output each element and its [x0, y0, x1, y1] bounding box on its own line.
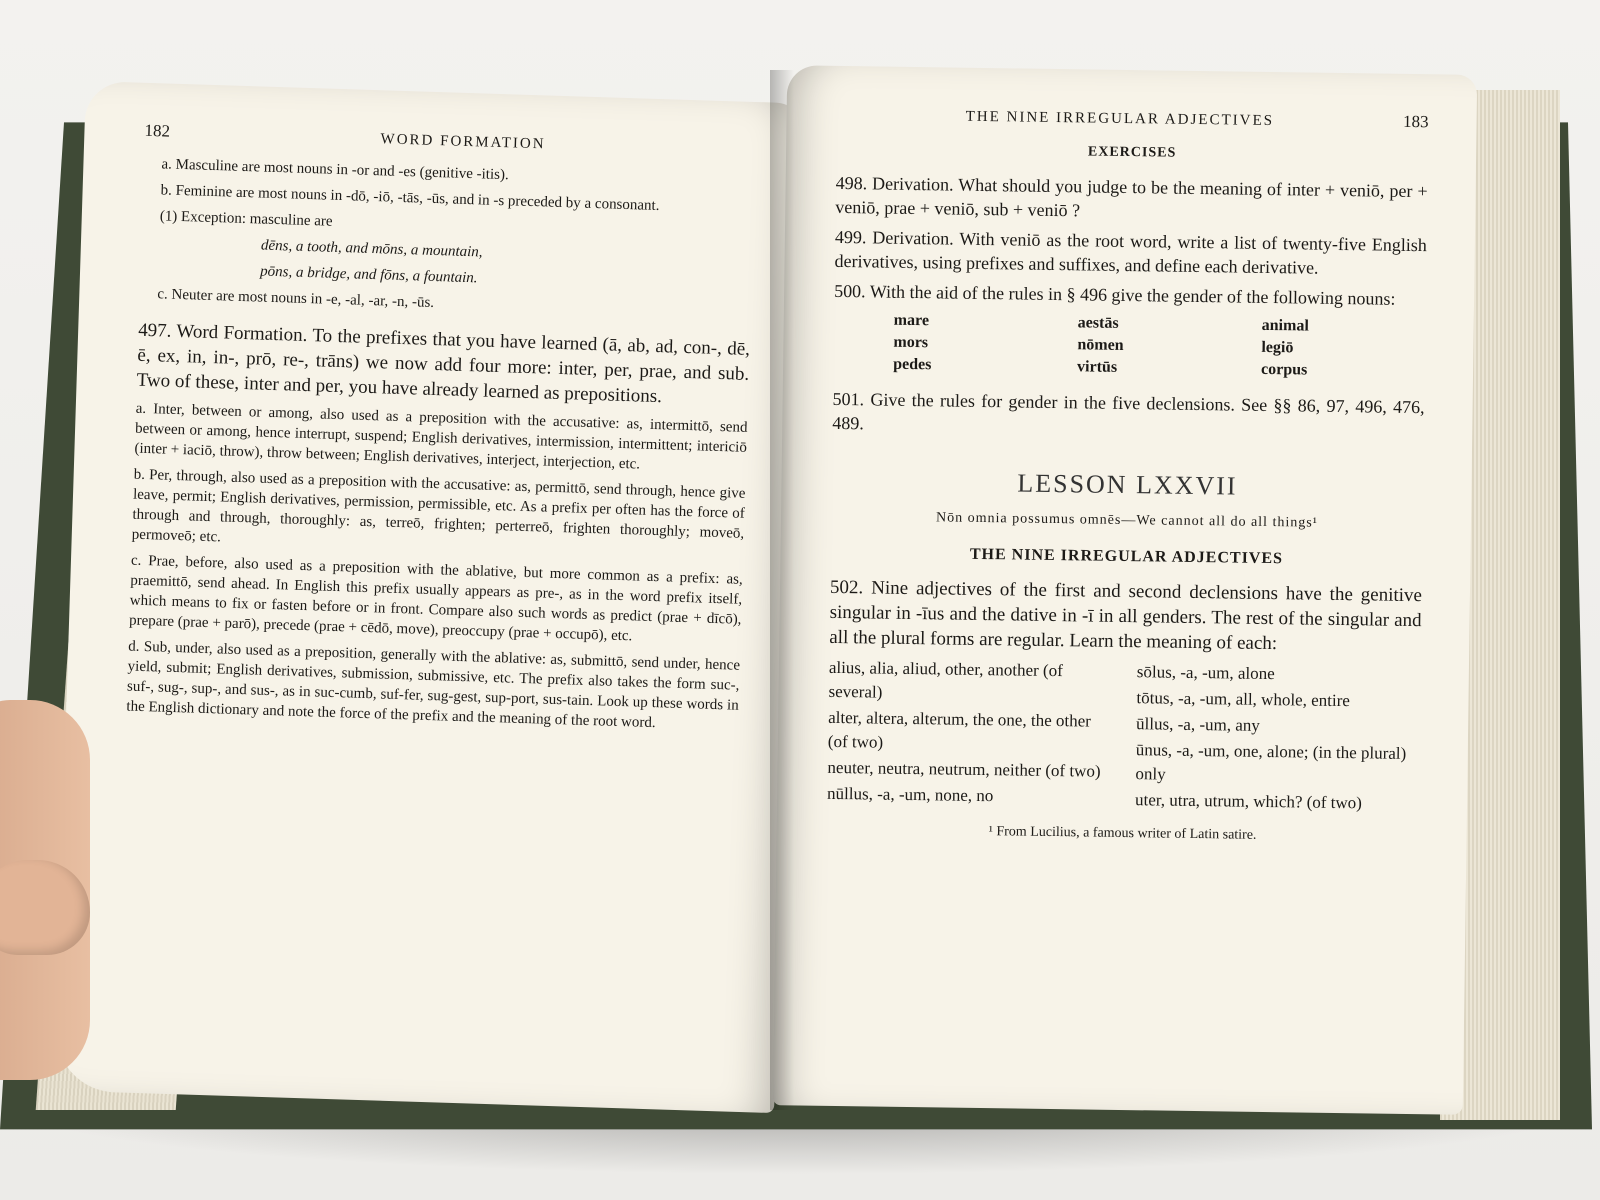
lesson-title: LESSON LXXVII — [1017, 468, 1238, 501]
adjectives-column-left — [827, 656, 1113, 814]
noun-item: mors — [893, 333, 929, 352]
exception-line-2: pōns, a bridge, and fōns, a fountain. — [259, 263, 478, 287]
rule-a: a. Masculine are most nouns in -or and -es (genitive -itis). — [161, 156, 509, 184]
adjective-entry: alter, altera, alterum, the one, the other (of two) — [827, 707, 1092, 752]
right-page-number: 183 — [1402, 111, 1429, 132]
paragraph-d-sub: d. Sub, under, also used as a preposition, generally with the ablative: as, submittō, send under, hence yield, submit; English derivatives, submission, submissive, etc. The prefix also takes the form suc-, suf-, sug-, sup-, and sus-, as in suc-cumb, suf-fer, sug-gest, sup-port, sus-tain. Look up these words in the English dictionary and note the force of the prefix and the meaning of the root word. — [126, 638, 741, 732]
nouns-list — [833, 309, 1426, 383]
book-gutter — [770, 70, 794, 1110]
exception-line-1: dēns, a tooth, and mōns, a mountain, — [260, 237, 483, 261]
paragraph-497: 497. Word Formation. To the prefixes that you have learned (ā, ab, ad, con-, dē, ē, ex, in, in-, prō, re-, trāns) we now add four more: inter, per, prae, and sub. Two of these, inter and per, you have already learned as prepositions. — [136, 319, 751, 408]
paragraph-499: 499. Derivation. With veniō as the root word, write a list of twenty-five English derivatives, using prefixes and suffixes, and define each derivative. — [834, 226, 1427, 278]
lesson-motto: Nōn omnia possumus omnēs—We cannot all do all things¹ — [935, 510, 1319, 531]
noun-item: animal — [1261, 316, 1309, 335]
adjective-entry: sōlus, -a, -um, alone — [1136, 662, 1275, 684]
paragraph-b-per: b. Per, through, also used as a preposition with the accusative: as, permittō, send through, hence give leave, permit; English derivatives, permission, permissible, etc. As a prefix per often has the force of through and through, thoroughly: as, terreō, frighten; perterreō, frighten thoroughly; moveō, permoveō; etc. — [131, 466, 746, 546]
adjective-entry: alius, alia, aliud, other, another (of several) — [828, 657, 1063, 702]
paragraph-a-inter: a. Inter, between or among, also used as a preposition with the accusative: as, intermittō, send between or among, hence interrupt, suspend; English derivatives, intermission, intermittent; intericiō (inter + iaciō, throw), throw between; English derivatives, interject, interjection, etc. — [134, 400, 748, 473]
adjective-entry: ūnus, -a, -um, one, alone; (in the plural) only — [1135, 740, 1407, 784]
left-running-title: WORD FORMATION — [380, 131, 546, 153]
rule-c: c. Neuter are most nouns in -e, -al, -ar, -n, -ūs. — [157, 286, 435, 311]
paragraph-502: 502. Nine adjectives of the first and second declensions have the genitive singular in -īus and the dative in -ī in all genders. The rest of the singular and all the plural forms are regular. Learn the meaning of each: — [829, 576, 1423, 655]
right-running-title: THE NINE IRREGULAR ADJECTIVES — [965, 108, 1275, 130]
adjective-entry: ūllus, -a, -um, any — [1136, 714, 1260, 735]
footnote: ¹ From Lucilius, a famous writer of Latin satire. — [988, 824, 1257, 843]
rule-b: b. Feminine are most nouns in -dō, -iō, -tās, -ūs, and in -s preceded by a consonant. — [160, 182, 660, 215]
noun-item: corpus — [1260, 360, 1308, 379]
paragraph-501: 501. Give the rules for gender in the five declensions. See §§ 86, 97, 496, 476, 489. — [832, 388, 1425, 434]
noun-item: pedes — [893, 355, 932, 374]
paragraph-c-prae: c. Prae, before, also used as a preposition with the ablative, but more common as a prefix: as, praemittō, send ahead. In English this prefix usually appears as pre-, as in the word prefix itself, which means to fix or fasten before or in front. Compare also such words as predict (prae + dīcō), prepare (prae + parō), precede (prae + cēdō, move), preoccupy (prae + occupō), etc. — [128, 552, 743, 645]
adjective-entry: nūllus, -a, -um, none, no — [826, 783, 994, 806]
exercises-heading: EXERCISES — [1087, 144, 1177, 161]
adjectives-list — [827, 656, 1421, 818]
adjective-entry: uter, utra, utrum, which? (of two) — [1134, 790, 1363, 813]
adjective-entry: neuter, neutra, neutrum, neither (of two) — [827, 757, 1101, 781]
noun-item: legiō — [1261, 338, 1294, 357]
paragraph-500: 500. With the aid of the rules in § 496 give the gender of the following nouns: — [834, 280, 1396, 309]
adjectives-column-right — [1135, 660, 1421, 818]
noun-item: mare — [893, 311, 930, 330]
noun-item: virtūs — [1076, 358, 1118, 376]
noun-item: nōmen — [1077, 336, 1124, 354]
left-page — [54, 81, 805, 1113]
section-heading: THE NINE IRREGULAR ADJECTIVES — [969, 545, 1284, 568]
paragraph-498: 498. Derivation. What should you judge to be the meaning of inter + veniō, per + veniō, prae + veniō, sub + veniō ? — [835, 172, 1428, 221]
left-page-number: 182 — [144, 120, 171, 141]
adjective-entry: tōtus, -a, -um, all, whole, entire — [1136, 688, 1351, 711]
right-page — [773, 65, 1477, 1115]
noun-item: aestās — [1077, 314, 1119, 332]
exception-label: (1) Exception: masculine are — [159, 208, 333, 230]
